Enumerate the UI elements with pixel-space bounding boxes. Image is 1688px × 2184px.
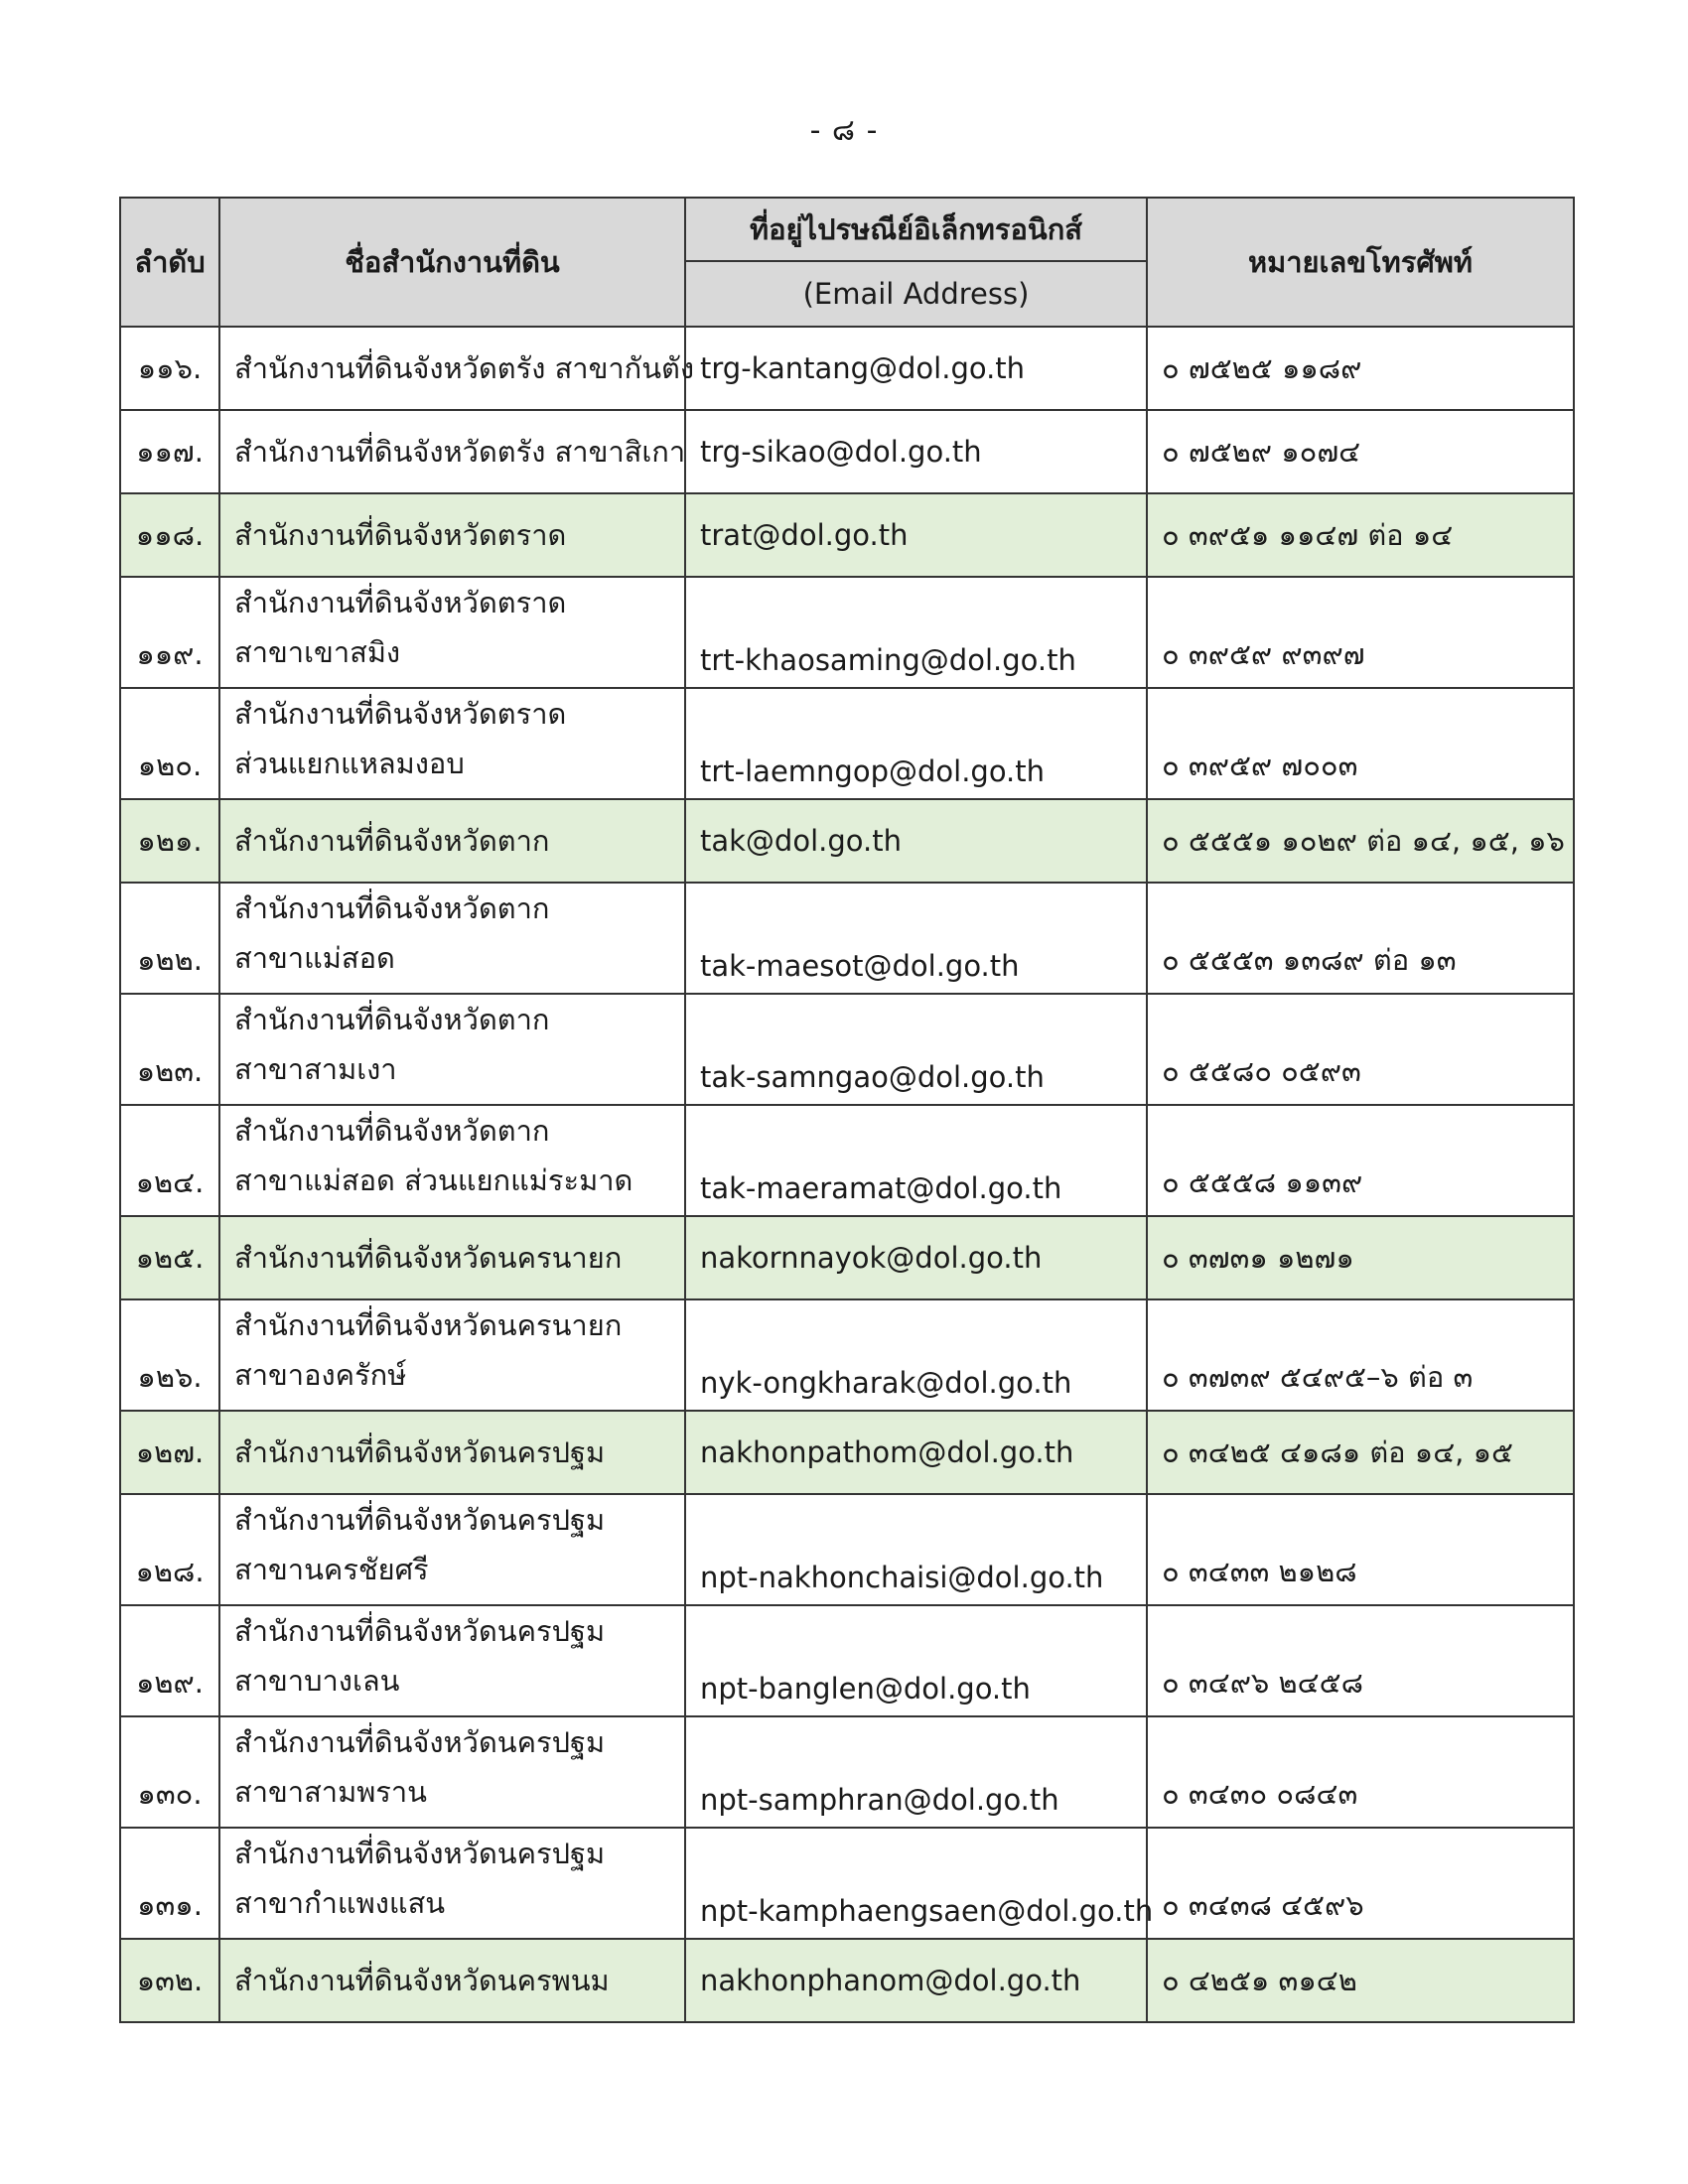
office-email: npt-banglen@dol.go.th <box>685 1605 1147 1716</box>
office-name-line: สาขาบางเลน <box>234 1664 400 1698</box>
header-email-thai: ที่อยู่ไปรษณีย์อิเล็กทรอนิกส์ <box>685 198 1147 261</box>
office-phone: ๐ ๔๒๕๑ ๓๑๔๒ <box>1147 1939 1574 2022</box>
office-phone: ๐ ๓๔๓๐ ๐๘๔๓ <box>1147 1716 1574 1828</box>
row-index: ๑๒๒. <box>120 883 219 994</box>
header-office: ชื่อสำนักงานที่ดิน <box>219 198 685 327</box>
office-name-line: ส่วนแยกแหลมงอบ <box>234 747 465 780</box>
office-name-line: สำนักงานที่ดินจังหวัดตรัง สาขาสิเกา <box>234 435 686 469</box>
office-name-line: สำนักงานที่ดินจังหวัดนครนายก <box>234 1241 623 1275</box>
office-email: tak-samngao@dol.go.th <box>685 994 1147 1105</box>
table-row <box>120 410 1574 493</box>
row-index: ๑๒๕. <box>120 1216 219 1299</box>
office-email: trt-khaosaming@dol.go.th <box>685 577 1147 688</box>
office-name-line: สาขาสามพราน <box>234 1775 427 1809</box>
office-name-line: สำนักงานที่ดินจังหวัดตราด <box>234 518 567 552</box>
office-phone: ๐ ๗๕๒๕ ๑๑๘๙ <box>1147 327 1574 410</box>
table-row <box>120 1105 1574 1216</box>
office-email: trg-sikao@dol.go.th <box>685 410 1147 493</box>
office-phone: ๐ ๕๕๘๐ ๐๕๙๓ <box>1147 994 1574 1105</box>
table-row <box>120 1605 1574 1716</box>
table-row <box>120 1939 1574 2022</box>
office-name <box>219 799 685 883</box>
office-name-line: สำนักงานที่ดินจังหวัดนครนายก <box>234 1308 623 1342</box>
table-row <box>120 883 1574 994</box>
office-email: nyk-ongkharak@dol.go.th <box>685 1299 1147 1411</box>
office-name <box>219 410 685 493</box>
office-phone: ๐ ๓๙๕๙ ๗๐๐๓ <box>1147 688 1574 799</box>
office-name-line: สาขาเขาสมิง <box>234 635 401 669</box>
office-email: nakornnayok@dol.go.th <box>685 1216 1147 1299</box>
office-email: nakhonpathom@dol.go.th <box>685 1411 1147 1494</box>
table-row <box>120 1216 1574 1299</box>
office-name <box>219 1828 685 1939</box>
office-phone: ๐ ๓๔๓๓ ๒๑๒๘ <box>1147 1494 1574 1605</box>
office-email: tak-maesot@dol.go.th <box>685 883 1147 994</box>
table-row <box>120 327 1574 410</box>
table-row <box>120 577 1574 688</box>
row-index: ๑๓๒. <box>120 1939 219 2022</box>
office-name <box>219 1939 685 2022</box>
row-index: ๑๒๗. <box>120 1411 219 1494</box>
office-email: npt-nakhonchaisi@dol.go.th <box>685 1494 1147 1605</box>
table-row <box>120 1494 1574 1605</box>
office-phone: ๐ ๕๕๕๓ ๑๓๘๙ ต่อ ๑๓ <box>1147 883 1574 994</box>
row-index: ๑๒๔. <box>120 1105 219 1216</box>
page-number: - ๘ - <box>809 113 879 148</box>
table-row <box>120 1299 1574 1411</box>
header-index: ลำดับ <box>120 198 219 327</box>
office-name <box>219 1216 685 1299</box>
office-name-line: สาขานครชัยศรี <box>234 1553 429 1586</box>
office-phone: ๐ ๓๗๓๑ ๑๒๗๑ <box>1147 1216 1574 1299</box>
office-name-line: สำนักงานที่ดินจังหวัดตรัง สาขากันตัง <box>234 351 695 385</box>
office-name <box>219 1494 685 1605</box>
office-name-line: สาขาองครักษ์ <box>234 1358 407 1392</box>
row-index: ๑๓๐. <box>120 1716 219 1828</box>
office-name-line: สำนักงานที่ดินจังหวัดตราด <box>234 586 567 619</box>
table-header <box>120 198 1574 327</box>
row-index: ๑๑๘. <box>120 493 219 577</box>
office-name <box>219 577 685 688</box>
table-row <box>120 1828 1574 1939</box>
office-name <box>219 327 695 410</box>
office-email: trt-laemngop@dol.go.th <box>685 688 1147 799</box>
row-index: ๑๒๙. <box>120 1605 219 1716</box>
office-name-line: สำนักงานที่ดินจังหวัดนครปฐม <box>234 1837 606 1870</box>
office-email: trg-kantang@dol.go.th <box>685 327 1147 410</box>
office-name-line: สำนักงานที่ดินจังหวัดตาก <box>234 1003 550 1036</box>
office-name-line: สำนักงานที่ดินจังหวัดตาก <box>234 891 550 925</box>
row-index: ๑๒๓. <box>120 994 219 1105</box>
office-name <box>219 883 685 994</box>
office-name <box>219 994 685 1105</box>
office-name-line: สำนักงานที่ดินจังหวัดนครพนม <box>234 1964 610 1997</box>
table-row <box>120 799 1574 883</box>
office-phone: ๐ ๓๙๕๙ ๙๓๙๗ <box>1147 577 1574 688</box>
header-phone: หมายเลขโทรศัพท์ <box>1147 198 1574 327</box>
office-name <box>219 1105 685 1216</box>
office-email: tak-maeramat@dol.go.th <box>685 1105 1147 1216</box>
table-row <box>120 1716 1574 1828</box>
office-name-line: สำนักงานที่ดินจังหวัดนครปฐม <box>234 1503 606 1537</box>
office-name <box>219 1605 685 1716</box>
office-phone: ๐ ๗๕๒๙ ๑๐๗๔ <box>1147 410 1574 493</box>
land-office-table <box>119 197 1575 2023</box>
header-email-english: (Email Address) <box>685 261 1147 327</box>
row-index: ๑๑๗. <box>120 410 219 493</box>
table-row <box>120 1411 1574 1494</box>
office-name-line: สำนักงานที่ดินจังหวัดนครปฐม <box>234 1725 606 1759</box>
office-name <box>219 1411 685 1494</box>
office-name-line: สำนักงานที่ดินจังหวัดตราด <box>234 697 567 731</box>
office-phone: ๐ ๓๙๕๑ ๑๑๔๗ ต่อ ๑๔ <box>1147 493 1574 577</box>
table-body <box>120 327 1574 2022</box>
office-name <box>219 493 685 577</box>
row-index: ๑๑๖. <box>120 327 219 410</box>
table-row <box>120 688 1574 799</box>
office-name-line: สำนักงานที่ดินจังหวัดนครปฐม <box>234 1614 606 1648</box>
row-index: ๑๒๘. <box>120 1494 219 1605</box>
table-row <box>120 493 1574 577</box>
office-name-line: สาขากำแพงแสน <box>234 1886 446 1920</box>
office-name <box>219 1716 685 1828</box>
office-email: nakhonphanom@dol.go.th <box>685 1939 1147 2022</box>
office-name-line: สำนักงานที่ดินจังหวัดตาก <box>234 1114 550 1148</box>
office-name-line: สำนักงานที่ดินจังหวัดนครปฐม <box>234 1435 606 1469</box>
office-email: tak@dol.go.th <box>685 799 1147 883</box>
office-name-line: สาขาแม่สอด ส่วนแยกแม่ระมาด <box>234 1163 633 1197</box>
office-phone: ๐ ๓๔๓๘ ๔๕๙๖ <box>1147 1828 1574 1939</box>
office-email: trat@dol.go.th <box>685 493 1147 577</box>
row-index: ๑๒๖. <box>120 1299 219 1411</box>
office-name-line: สำนักงานที่ดินจังหวัดตาก <box>234 824 550 858</box>
row-index: ๑๒๑. <box>120 799 219 883</box>
row-index: ๑๑๙. <box>120 577 219 688</box>
office-phone: ๐ ๓๔๙๖ ๒๔๕๘ <box>1147 1605 1574 1716</box>
office-phone: ๐ ๓๗๓๙ ๕๔๙๕–๖ ต่อ ๓ <box>1147 1299 1574 1411</box>
office-name-line: สาขาสามเงา <box>234 1052 397 1086</box>
table-row <box>120 994 1574 1105</box>
row-index: ๑๒๐. <box>120 688 219 799</box>
office-name-line: สาขาแม่สอด <box>234 941 395 975</box>
office-email: npt-samphran@dol.go.th <box>685 1716 1147 1828</box>
office-phone: ๐ ๕๕๕๑ ๑๐๒๙ ต่อ ๑๔, ๑๕, ๑๖ <box>1147 799 1574 883</box>
office-phone: ๐ ๕๕๕๘ ๑๑๓๙ <box>1147 1105 1574 1216</box>
office-email: npt-kamphaengsaen@dol.go.th <box>685 1828 1147 1939</box>
office-name <box>219 1299 685 1411</box>
office-name <box>219 688 685 799</box>
row-index: ๑๓๑. <box>120 1828 219 1939</box>
office-phone: ๐ ๓๔๒๕ ๔๑๘๑ ต่อ ๑๔, ๑๕ <box>1147 1411 1574 1494</box>
